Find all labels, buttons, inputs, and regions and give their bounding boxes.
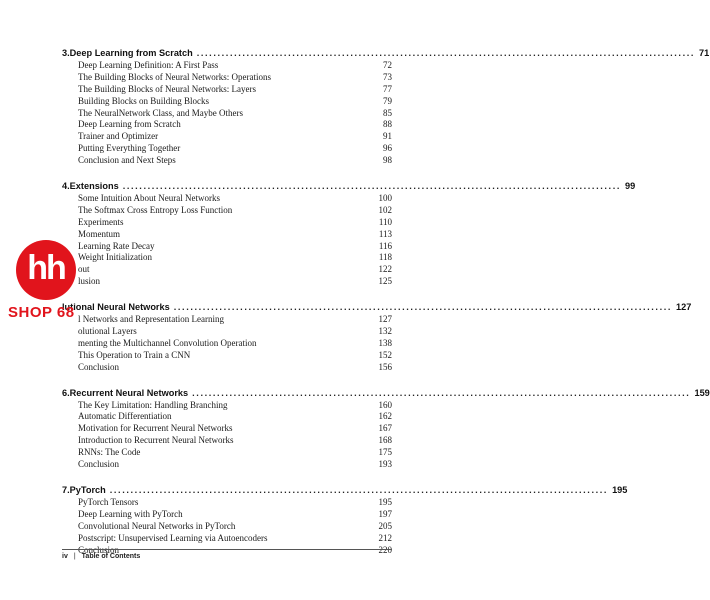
entry-page-number: 102 [378, 204, 392, 215]
entry-title: Weight Initialization [78, 252, 153, 263]
dot-leader: ........................................................................................................................ [196, 48, 696, 58]
dot-leader: ........................................................................................................................ [192, 387, 691, 398]
entry-page-number: 79 [383, 95, 392, 106]
chapter-title: Deep Learning from Scratch [69, 48, 193, 58]
toc-entry [78, 72, 392, 84]
toc-chapter [62, 179, 636, 288]
chapter-entries [62, 400, 392, 471]
toc-entry [78, 509, 392, 521]
entry-page-number: 77 [383, 83, 392, 94]
entry-title: Experiments [78, 216, 124, 227]
entry-title: Conclusion [78, 361, 120, 372]
toc-entry [78, 411, 392, 423]
chapter-heading [62, 46, 710, 60]
toc-entry [78, 314, 392, 326]
entry-page-number: 100 [378, 193, 392, 204]
entry-page-number: 122 [378, 264, 392, 275]
entry-title: Putting Everything Together [78, 143, 181, 154]
footer-separator: | [73, 553, 76, 560]
entry-title: Deep Learning Definition: A First Pass [78, 60, 219, 70]
entry-page-number: 193 [378, 459, 392, 470]
chapter-title: PyTorch [69, 484, 106, 495]
entry-page-number: 156 [378, 361, 392, 372]
toc-entry [78, 338, 392, 350]
chapter-page-number: 195 [612, 484, 628, 495]
toc-entry [78, 143, 392, 155]
toc-entry [78, 205, 392, 217]
toc-entry [78, 229, 392, 241]
entry-title: Introduction to Recurrent Neural Networks [78, 435, 234, 446]
toc-entry [78, 276, 392, 288]
logo-shop-label: SHOP 68 [8, 304, 75, 321]
toc-entry [78, 252, 392, 264]
entry-title: olutional Layers [78, 326, 137, 337]
toc-entry [78, 84, 392, 96]
chapter-title: Recurrent Neural Networks [69, 387, 189, 398]
toc-chapter [62, 483, 628, 556]
chapter-page-number: 159 [694, 387, 710, 398]
entry-page-number: 73 [383, 71, 392, 82]
entry-page-number: 205 [378, 520, 392, 531]
entry-page-number: 118 [378, 252, 392, 263]
chapter-page-number: 71 [699, 48, 710, 58]
toc-entry [78, 326, 392, 338]
entry-page-number: 125 [378, 276, 392, 287]
entry-title: l Networks and Representation Learning [78, 314, 224, 325]
toc-entry [78, 533, 392, 545]
toc-entry [78, 155, 392, 167]
entry-title: This Operation to Train a CNN [78, 349, 191, 360]
entry-page-number: 110 [378, 216, 392, 227]
chapter-title: Extensions [69, 181, 119, 192]
entry-title: Conclusion [78, 459, 120, 470]
entry-title: RNNs: The Code [78, 447, 141, 458]
entry-title: lusion [78, 276, 101, 287]
toc-entry [78, 108, 392, 120]
entry-title: The Building Blocks of Neural Networks: Layers [78, 83, 256, 94]
entry-title: The Key Limitation: Handling Branching [78, 399, 228, 410]
toc-entry [78, 435, 392, 447]
entry-page-number: 113 [378, 228, 392, 239]
chapter-heading [62, 386, 710, 400]
toc-entry [78, 119, 392, 131]
entry-title: Conclusion and Next Steps [78, 155, 176, 166]
toc-entry [78, 241, 392, 253]
toc-entry [78, 400, 392, 412]
entry-title: Some Intuition About Neural Networks [78, 193, 220, 204]
entry-title: Building Blocks on Building Blocks [78, 95, 210, 106]
logo-circle [16, 240, 76, 300]
entry-page-number: 152 [378, 349, 392, 360]
entry-title: Learning Rate Decay [78, 240, 155, 251]
toc-entry [78, 60, 392, 72]
dot-leader: ........................................................................................................................ [173, 302, 673, 313]
toc-entry [78, 447, 392, 459]
toc-chapter [62, 386, 710, 471]
shop-watermark-logo [6, 240, 78, 350]
entry-title: Trainer and Optimizer [78, 131, 159, 142]
entry-page-number: 91 [383, 131, 392, 142]
dot-leader: ........................................................................................................................ [109, 484, 609, 495]
chapter-heading [62, 483, 628, 497]
entry-page-number: 162 [378, 411, 392, 422]
entry-title: PyTorch Tensors [78, 496, 139, 507]
entry-page-number: 132 [378, 326, 392, 337]
toc-entry [78, 459, 392, 471]
entry-title: Momentum [78, 228, 120, 239]
entry-title: out [78, 264, 90, 275]
entry-title: The NeuralNetwork Class, and Maybe Others [78, 107, 243, 118]
entry-page-number: 175 [378, 447, 392, 458]
chapter-entries [62, 314, 392, 373]
entry-page-number: 98 [383, 155, 392, 166]
entry-title: Motivation for Recurrent Neural Networks [78, 423, 233, 434]
entry-page-number: 72 [383, 60, 392, 70]
toc-entry [78, 423, 392, 435]
entry-title: Deep Learning from Scratch [78, 119, 181, 130]
entry-page-number: 96 [383, 143, 392, 154]
chapter-entries [62, 60, 392, 167]
entry-title: Deep Learning with PyTorch [78, 508, 183, 519]
entry-page-number: 85 [383, 107, 392, 118]
entry-page-number: 168 [378, 435, 392, 446]
entry-title: Postscript: Unsupervised Learning via Autoencoders [78, 532, 268, 543]
entry-page-number: 220 [378, 544, 392, 555]
footer-page-number: iv [62, 553, 68, 560]
chapter-number: 4. [62, 181, 70, 192]
chapter-title: lutional Neural Networks [62, 302, 170, 313]
logo-text: hh [27, 249, 65, 287]
toc-entry [78, 193, 392, 205]
toc-entry [78, 350, 392, 362]
toc-entry [78, 521, 392, 533]
toc-chapter [62, 300, 692, 373]
entry-title: Automatic Differentiation [78, 411, 172, 422]
entry-title: Convolutional Neural Networks in PyTorch [78, 520, 236, 531]
chapter-number: 3. [62, 48, 70, 58]
entry-page-number: 127 [378, 314, 392, 325]
toc-entry [78, 217, 392, 229]
chapter-number: 6. [62, 387, 70, 398]
entry-page-number: 212 [378, 532, 392, 543]
toc-entry [78, 264, 392, 276]
footer-section-title: Table of Contents [81, 553, 141, 560]
chapter-entries [62, 193, 392, 288]
entry-page-number: 195 [378, 496, 392, 507]
entry-title: menting the Multichannel Convolution Operation [78, 337, 257, 348]
chapter-number: 7. [62, 484, 70, 495]
entry-page-number: 167 [378, 423, 392, 434]
entry-page-number: 88 [383, 119, 392, 130]
entry-title: Conclusion [78, 544, 120, 555]
chapter-page-number: 127 [676, 302, 692, 313]
chapter-heading [62, 300, 692, 314]
toc-entry [78, 497, 392, 509]
dot-leader: ........................................................................................................................ [122, 181, 621, 192]
chapter-entries [62, 497, 392, 556]
toc-entry [78, 96, 392, 108]
table-of-contents [62, 46, 710, 568]
entry-page-number: 160 [378, 399, 392, 410]
page-footer [62, 549, 392, 560]
toc-entry [78, 362, 392, 374]
entry-page-number: 116 [378, 240, 392, 251]
toc-chapter [62, 46, 710, 167]
toc-entry [78, 131, 392, 143]
entry-title: The Building Blocks of Neural Networks: Operations [78, 71, 271, 82]
chapter-heading [62, 179, 636, 193]
entry-page-number: 138 [378, 337, 392, 348]
entry-page-number: 197 [378, 508, 392, 519]
chapter-page-number: 99 [625, 181, 636, 192]
entry-title: The Softmax Cross Entropy Loss Function [78, 204, 233, 215]
